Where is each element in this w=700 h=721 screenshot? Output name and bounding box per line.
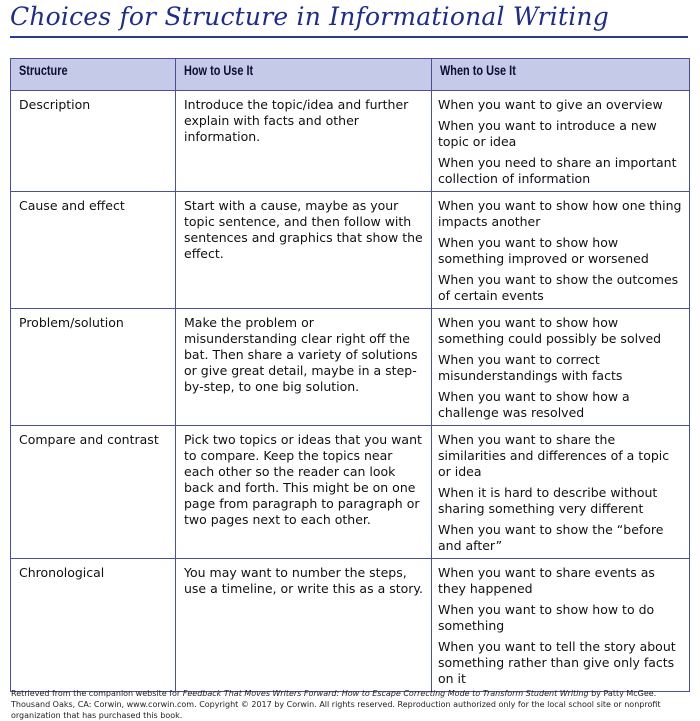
when-item: When you want to correct misunderstandings with facts: [438, 352, 623, 383]
how-cell: Start with a cause, maybe as your topic sentence, and then follow with sentences and graphics that show the effect.: [176, 192, 432, 309]
column-header-structure: Structure: [11, 59, 176, 91]
how-cell: Introduce the topic/idea and further explain with facts and other information.: [176, 91, 432, 192]
when-item: When you want to tell the story about something rather than give only facts on it: [438, 639, 676, 686]
table-row: [11, 91, 690, 192]
footnote-prefix: Retrieved from the companion website for: [11, 689, 183, 698]
how-cell: You may want to number the steps, use a timeline, or write this as a story.: [176, 559, 432, 692]
structure-cell: Description: [11, 91, 176, 192]
when-item: When you want to show how something improved or worsened: [438, 235, 649, 266]
table-row: [11, 559, 690, 692]
header-row: [11, 59, 690, 91]
structure-cell: Cause and effect: [11, 192, 176, 309]
structure-cell: Chronological: [11, 559, 176, 692]
when-item: When you want to share the similarities and differences of a topic or idea: [438, 432, 670, 479]
when-cell: [432, 309, 690, 426]
how-cell: Pick two topics or ideas that you want to compare. Keep the topics near each other so the reader can look back and forth. This might be on one page from paragraph to paragraph or two pages next to each other.: [176, 426, 432, 559]
structure-table: [10, 58, 690, 692]
when-item: When you want to show how to do something: [438, 602, 655, 633]
column-header-how: How to Use It: [176, 59, 432, 91]
when-item: When you want to show how a challenge was resolved: [438, 389, 630, 420]
table-row: [11, 426, 690, 559]
structure-cell: Problem/solution: [11, 309, 176, 426]
when-item: When you want to show how something could possibly be solved: [438, 315, 662, 346]
when-item: When you want to show the outcomes of certain events: [438, 272, 679, 303]
when-cell: [432, 559, 690, 692]
when-item: When you need to share an important collection of information: [438, 155, 677, 186]
when-cell: [432, 91, 690, 192]
when-item: When it is hard to describe without sharing something very different: [438, 485, 658, 516]
when-item: When you want to share events as they happened: [438, 565, 655, 596]
title-underline: [10, 36, 688, 38]
when-cell: [432, 426, 690, 559]
when-item: When you want to show the “before and after”: [438, 522, 664, 553]
page-title: Choices for Structure in Informational Writing: [10, 2, 609, 31]
when-item: When you want to introduce a new topic or idea: [438, 118, 657, 149]
column-header-when: When to Use It: [432, 59, 690, 91]
table-row: [11, 192, 690, 309]
table-row: [11, 309, 690, 426]
when-cell: [432, 192, 690, 309]
when-item: When you want to show how one thing impacts another: [438, 198, 682, 229]
when-item: When you want to give an overview: [438, 97, 663, 112]
source-footnote: [11, 688, 691, 721]
how-cell: Make the problem or misunderstanding clear right off the bat. Then share a variety of solutions or give great detail, maybe in a step-by-step, to one big solution.: [176, 309, 432, 426]
structure-cell: Compare and contrast: [11, 426, 176, 559]
footnote-book-title: Feedback That Moves Writers Forward: How to Escape Correcting Mode to Transform Student Writing: [182, 689, 589, 698]
footnote-suffix: by Patty McGee. Thousand Oaks, CA: Corwin, www.corwin.com. Copyright © 2017 by Corwin. All rights reserved. Reproduction authorized only for the local school site or nonprofit organization that has purchased this book.: [11, 689, 661, 720]
